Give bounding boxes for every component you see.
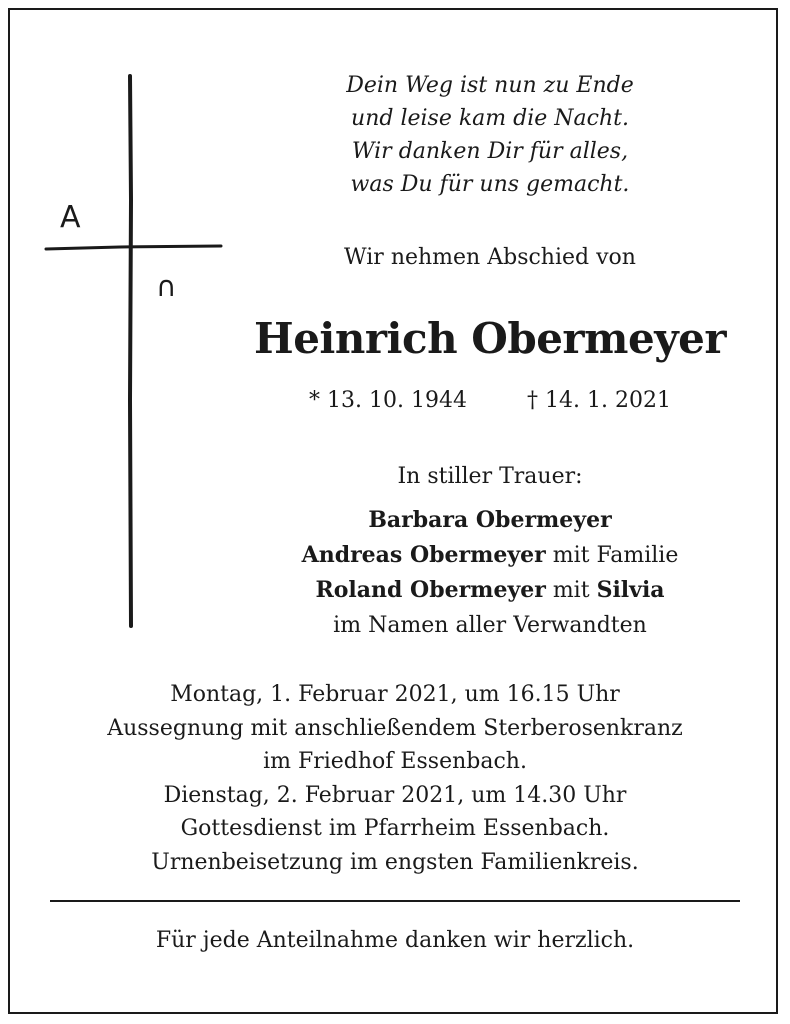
farewell-text: Wir nehmen Abschied von — [344, 245, 636, 270]
mourner-line — [250, 538, 730, 573]
deceased-name: Heinrich Obermeyer — [254, 314, 726, 363]
poem — [290, 69, 690, 201]
poem-line: Wir danken Dir für alles, — [351, 139, 629, 164]
omega-symbol: ∩ — [156, 270, 177, 303]
service-line: Montag, 1. Februar 2021, um 16.15 Uhr — [170, 682, 620, 707]
service-line: im Friedhof Essenbach. — [263, 749, 527, 774]
mourning-label: In stiller Trauer: — [397, 464, 583, 489]
poem-line: und leise kam die Nacht. — [351, 106, 629, 131]
mourner-line — [250, 573, 730, 608]
service-line: Dienstag, 2. Februar 2021, um 14.30 Uhr — [163, 782, 627, 808]
mourners-list — [250, 503, 730, 643]
mourner-name: Silvia — [596, 577, 665, 603]
mourner-name: Roland Obermeyer — [315, 577, 546, 603]
poem-line: was Du für uns gemacht. — [350, 172, 630, 197]
service-line: Aussegnung mit anschließendem Sterberosenkranz — [107, 715, 683, 741]
death-date: † 14. 1. 2021 — [527, 388, 671, 413]
mourner-line: im Namen aller Verwandten — [333, 613, 647, 638]
life-dates — [270, 384, 710, 418]
service-line: Gottesdienst im Pfarrheim Essenbach. — [180, 816, 610, 841]
mourner-name: Andreas Obermeyer — [301, 542, 546, 568]
divider — [50, 900, 740, 902]
alpha-symbol: A — [60, 200, 81, 235]
mourner-line — [250, 503, 730, 538]
service-line: Urnenbeisetzung im engsten Familienkreis. — [151, 849, 639, 875]
mourner-connector: mit — [545, 578, 597, 603]
thanks-text: Für jede Anteilnahme danken wir herzlich. — [155, 928, 635, 953]
birth-date: * 13. 10. 1944 — [309, 388, 467, 413]
service-details — [30, 678, 760, 879]
mourner-suffix: mit Familie — [545, 543, 679, 568]
poem-line: Dein Weg ist nun zu Ende — [346, 73, 634, 98]
mourner-name: Barbara Obermeyer — [368, 507, 612, 533]
